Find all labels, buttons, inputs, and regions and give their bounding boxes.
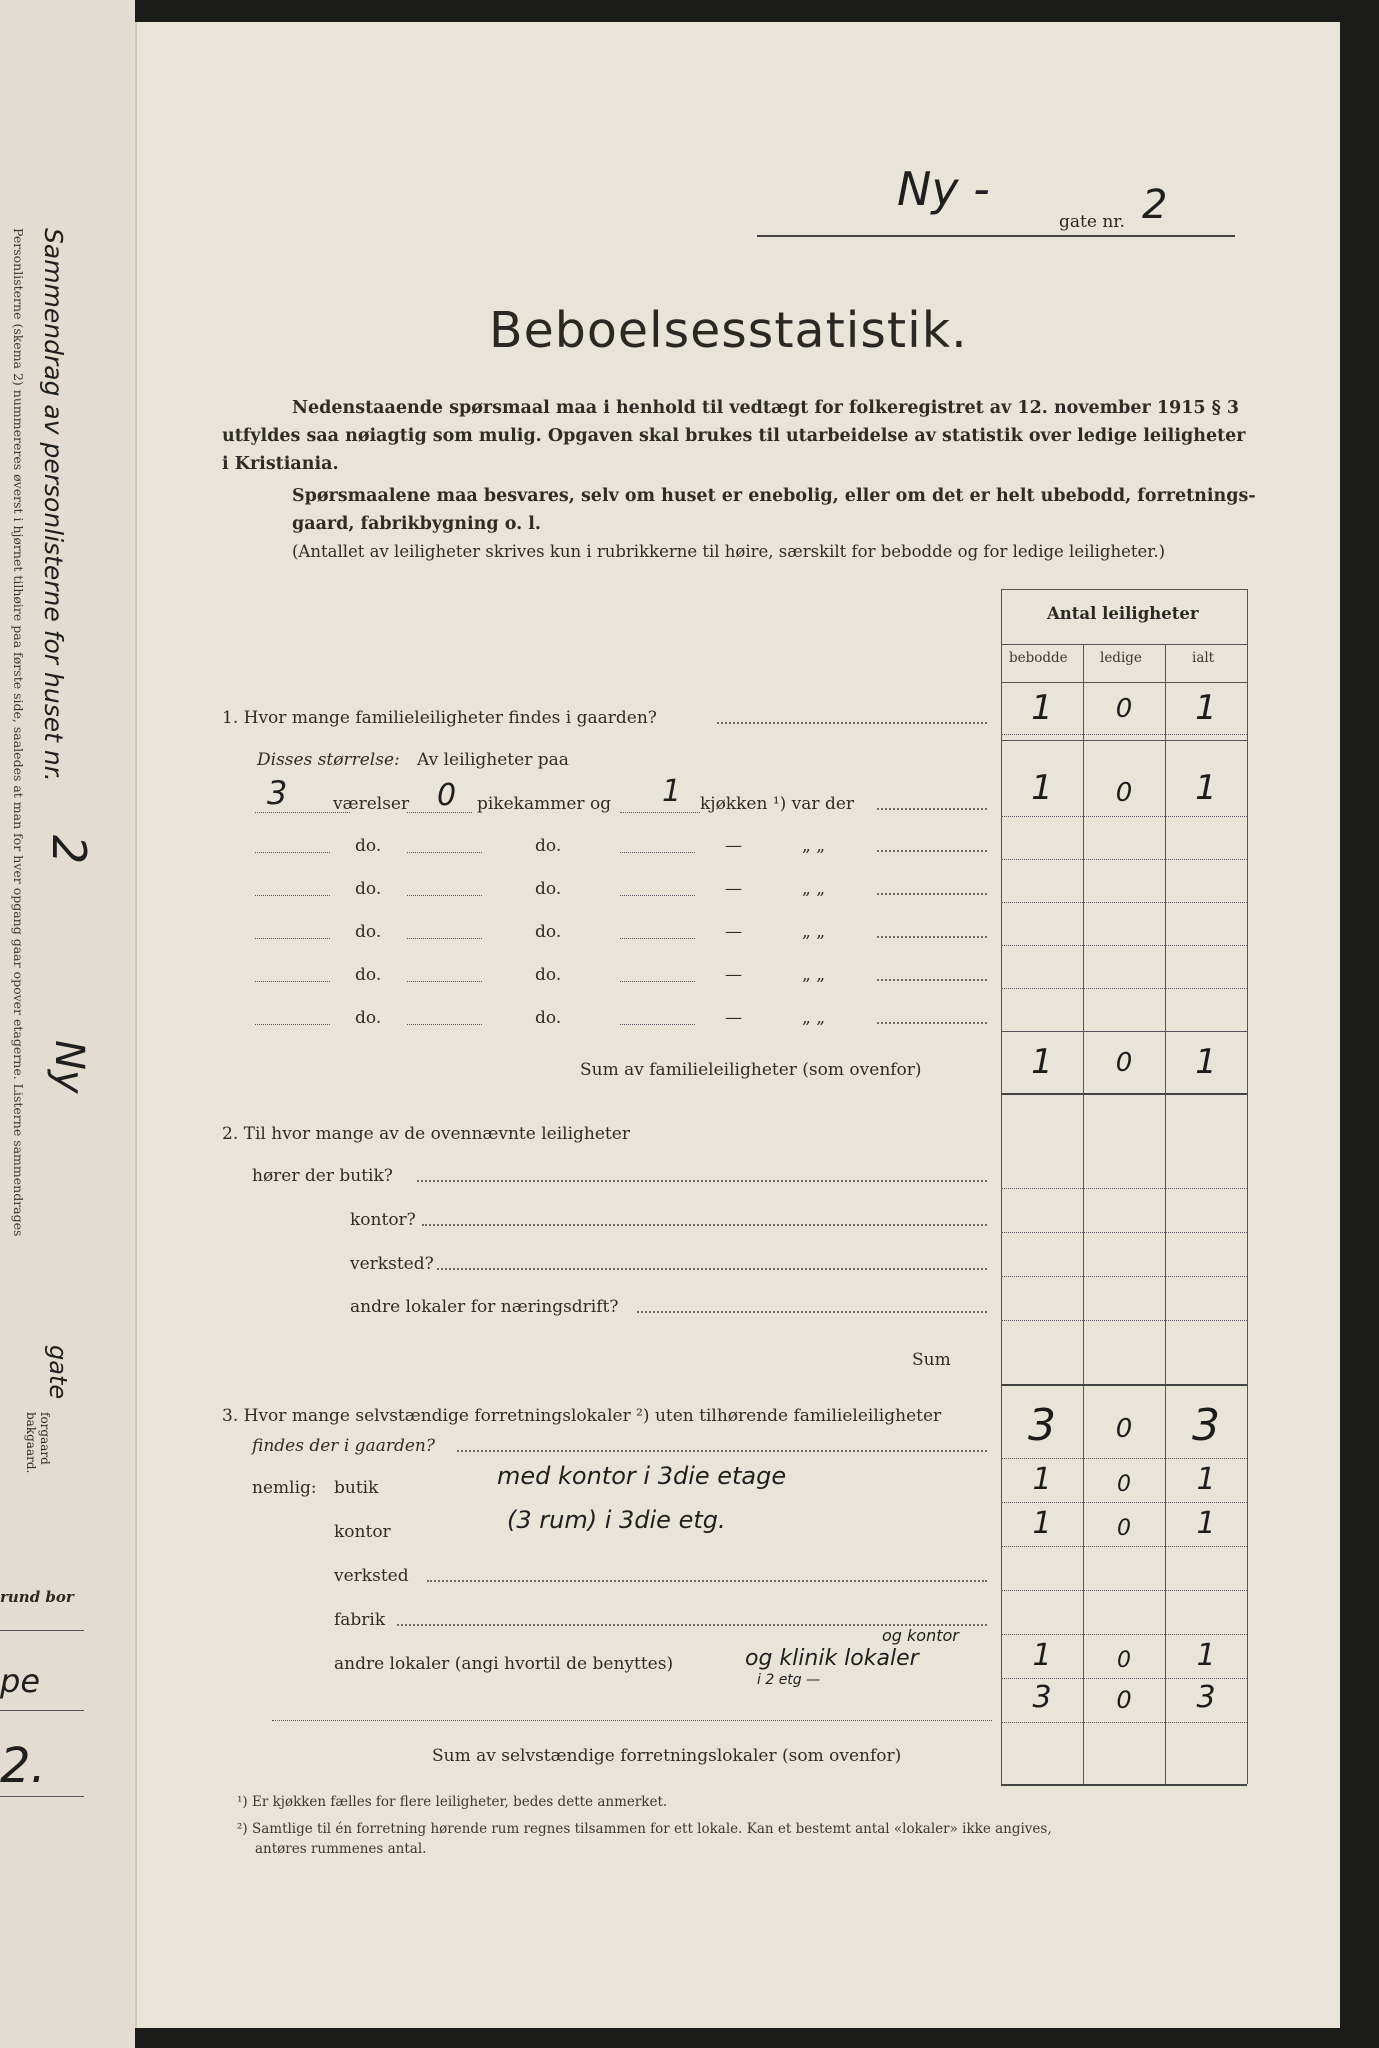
form-page	[135, 22, 1340, 2028]
left-hand-street: Ny	[46, 1040, 92, 1094]
q3-andre: andre lokaler (angi hvortil de benyttes)	[334, 1654, 674, 1674]
do-row-5-dash: —	[725, 1008, 742, 1028]
q3-kontor-bebodde: 1	[1032, 1506, 1052, 1541]
left-page	[0, 0, 135, 2048]
q2-butik: hører der butik?	[252, 1166, 393, 1186]
intro-p2-line2: gaard, fabrikbygning o. l.	[292, 514, 542, 534]
q1-size-label2: Av leiligheter paa	[417, 750, 569, 770]
q3-label-line2: findes der i gaarden?	[252, 1436, 435, 1456]
q2-label: 2. Til hvor mange av de ovennævnte leiligheter	[222, 1124, 630, 1144]
intro-p1-line1: Nedenstaaende spørsmaal maa i henhold til vedtægt for folkeregistret av 12. november 1915 § 3	[292, 398, 1240, 418]
vaerelser-label: værelser	[333, 794, 410, 814]
q3-butik: butik	[334, 1478, 379, 1498]
q3-andre-hand: og klinik lokaler	[745, 1646, 919, 1671]
left-forgaard: forgaard	[38, 1412, 52, 1465]
q2-andre: andre lokaler for næringsdrift?	[350, 1297, 619, 1317]
page-title: Beboelsesstatistik.	[489, 302, 968, 359]
left-hand-2: 2.	[0, 1738, 46, 1794]
do-row-4a: do.	[355, 965, 382, 985]
do-row-2a: do.	[355, 879, 382, 899]
do-row-2-quotes: „ „	[802, 879, 826, 899]
do-row-5-quotes: „ „	[802, 1008, 826, 1028]
gate-nr-label: gate nr.	[1059, 212, 1125, 232]
header-street-hand: Ny -	[897, 162, 990, 216]
q2-kontor: kontor?	[350, 1210, 416, 1230]
q3-ialt: 3	[1192, 1400, 1220, 1451]
kjokken-label: kjøkken ¹) var der	[700, 794, 855, 814]
do-row-3a: do.	[355, 922, 382, 942]
left-gate: gate	[44, 1345, 72, 1400]
q3-total-bebodde: 3	[1032, 1680, 1052, 1715]
left-grund-bor: rund bor	[0, 1588, 74, 1606]
pikekammer-hand: 0	[437, 778, 457, 813]
intro-p3: (Antallet av leiligheter skrives kun i rubrikkerne til høire, særskilt for bebodde og for ledige leiligheter.)	[292, 542, 1166, 561]
do-row-3-dash: —	[725, 922, 742, 942]
left-hand-nr: 2	[42, 835, 96, 865]
q3-nemlig: nemlig:	[252, 1478, 317, 1498]
q3-sum-label: Sum av selvstændige forretningslokaler (som ovenfor)	[432, 1746, 902, 1766]
left-vertical-title: Sammendrag av personlisterne for huset nr.	[39, 228, 68, 782]
do-row-3-quotes: „ „	[802, 922, 826, 942]
q3-fabrik: fabrik	[334, 1610, 386, 1630]
intro-p1-line2: utfyldes saa nøiagtig som mulig. Opgaven skal brukes til utarbeidelse av statistik over ledige leiligheter	[222, 426, 1246, 446]
q3-andre-bebodde: 1	[1032, 1638, 1052, 1673]
intro-p1-line3: i Kristiania.	[222, 454, 339, 474]
q1-sum-ledige: 0	[1115, 1048, 1133, 1078]
do-row-1-quotes: „ „	[802, 836, 826, 856]
q3-andre-ialt: 1	[1196, 1638, 1216, 1673]
do-row-5a: do.	[355, 1008, 382, 1028]
table-group-header: Antal leiligheter	[1047, 604, 1199, 623]
col-ialt: ialt	[1192, 650, 1215, 666]
q3-bebodde: 3	[1028, 1400, 1056, 1451]
do-row-5b: do.	[535, 1008, 562, 1028]
q3-total-ialt: 3	[1196, 1680, 1216, 1715]
row1-bebodde: 1	[1031, 768, 1053, 808]
footnote-2-line1: ²) Samtlige til én forretning hørende rum regnes tilsammen for ett lokale. Kan et bestemt antal «lokaler» ikke angives,	[237, 1821, 1052, 1837]
q3-butik-ialt: 1	[1196, 1462, 1216, 1497]
q1-bebodde: 1	[1031, 688, 1053, 728]
col-bebodde: bebodde	[1009, 650, 1068, 666]
q1-ledige: 0	[1115, 694, 1133, 724]
q3-butik-ledige: 0	[1117, 1472, 1131, 1497]
q3-ledige: 0	[1115, 1414, 1133, 1444]
q2-verksted: verksted?	[350, 1254, 434, 1274]
q3-verksted: verksted	[334, 1566, 409, 1586]
q3-kontor: kontor	[334, 1522, 391, 1542]
do-row-1-dash: —	[725, 836, 742, 856]
q3-butik-hand: med kontor i 3die etage	[497, 1462, 787, 1490]
q1-size-label: Disses størrelse:	[257, 750, 400, 770]
footnote-2-line2: antøres rummenes antal.	[255, 1841, 427, 1857]
q3-kontor-hand: (3 rum) i 3die etg.	[507, 1506, 726, 1534]
row1-ledige: 0	[1115, 778, 1133, 808]
do-row-4b: do.	[535, 965, 562, 985]
header-number-hand: 2	[1142, 182, 1168, 228]
q3-andre-hand-bottom: i 2 etg —	[757, 1672, 821, 1688]
do-row-3b: do.	[535, 922, 562, 942]
q1-sum-ialt: 1	[1195, 1042, 1217, 1082]
vaerelser-hand: 3	[267, 774, 288, 812]
left-bakgaard: bakgaard.	[24, 1412, 38, 1474]
pikekammer-label: pikekammer og	[477, 794, 612, 814]
row1-ialt: 1	[1195, 768, 1217, 808]
do-row-1a: do.	[355, 836, 382, 856]
left-vertical-text: Personlisterne (skema 2) nummereres øverst i hjørnet tilhøire paa første side, saaledes at man for hver opgang gaar opover etagerne. Listerne sammendrages	[11, 228, 26, 1237]
q3-total-ledige: 0	[1116, 1686, 1132, 1714]
q1-sum-bebodde: 1	[1031, 1042, 1053, 1082]
intro-p2-line1: Spørsmaalene maa besvares, selv om huset er enebolig, eller om det er helt ubebodd, forretnings-	[292, 486, 1256, 506]
do-row-2b: do.	[535, 879, 562, 899]
q2-sum: Sum	[912, 1350, 951, 1370]
q1-label: 1. Hvor mange familieleiligheter findes i gaarden?	[222, 708, 657, 728]
q3-kontor-ialt: 1	[1196, 1506, 1216, 1541]
q3-kontor-ledige: 0	[1117, 1516, 1131, 1541]
q3-andre-hand-top: og kontor	[882, 1626, 959, 1645]
footnote-1: ¹) Er kjøkken fælles for flere leiligheter, bedes dette anmerket.	[237, 1794, 668, 1810]
q3-butik-bebodde: 1	[1032, 1462, 1052, 1497]
q1-sum-label: Sum av familieleiligheter (som ovenfor)	[580, 1060, 922, 1080]
col-ledige: ledige	[1100, 650, 1142, 666]
left-hand-1: pe	[0, 1662, 40, 1700]
do-row-1b: do.	[535, 836, 562, 856]
q3-andre-ledige: 0	[1117, 1648, 1131, 1673]
q1-ialt: 1	[1195, 688, 1217, 728]
kjokken-hand: 1	[662, 774, 682, 809]
do-row-4-quotes: „ „	[802, 965, 826, 985]
do-row-2-dash: —	[725, 879, 742, 899]
q3-label-line1: 3. Hvor mange selvstændige forretningslokaler ²) uten tilhørende familieleiligheter	[222, 1406, 942, 1426]
do-row-4-dash: —	[725, 965, 742, 985]
